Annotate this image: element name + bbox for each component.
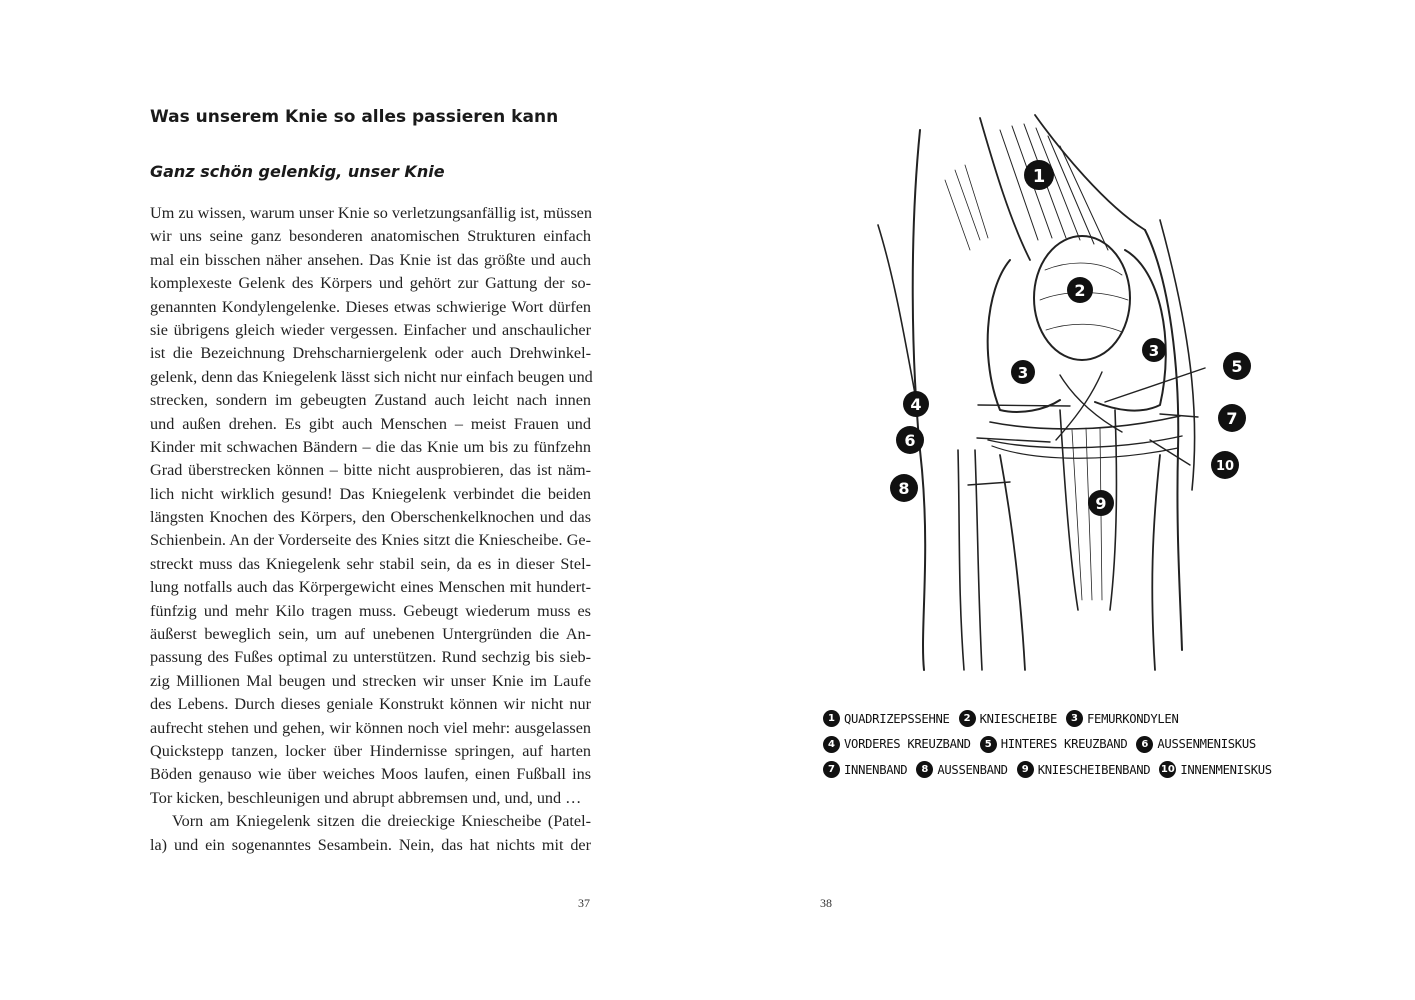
text-line: lung notfalls auch das Körpergewicht eines Menschen mit hundert- [150,578,591,597]
legend-item [823,736,971,753]
text-line: Schienbein. An der Vorderseite des Knies sitzt die Kniescheibe. Ge- [150,531,591,550]
legend-row [823,732,1293,758]
text-line: Tor kicken, beschleunigen und abrupt abbremsen und, und, und … [150,788,582,807]
knee-anatomy-illustration [860,110,1280,700]
text-line: Vorn am Kniegelenk sitzen die dreieckige Kniescheibe (Patel- [172,812,591,831]
text-line: des Lebens. Durch dieses geniale Konstrukt können wir nicht nur [150,695,591,714]
legend-number: 6 [1136,736,1153,753]
section-subtitle: Ganz schön gelenkig, unser Knie [150,162,445,181]
figure-legend [823,706,1293,783]
text-line: wir uns seine ganz besonderen anatomischen Strukturen einfach [150,227,591,246]
legend-label: KNIESCHEIBE [979,711,1057,726]
figure-marker: 6 [904,431,916,450]
page-number: 38 [820,896,832,910]
text-line: Um zu wissen, warum unser Knie so verletzungsanfällig ist, müssen [150,204,592,222]
text-line: äußerst beweglich sein, um auf unebenen Untergründen die An- [150,625,591,644]
text-line: genannten Kondylengelenke. Dieses etwas schwierige Wort dürfen [150,297,591,316]
figure-marker: 8 [898,479,910,498]
legend-item [1136,736,1256,753]
legend-label: AUSSENMENISKUS [1157,737,1256,752]
text-line: Grad überstrecken können – bitte nicht ausprobieren, das ist näm- [150,461,591,480]
legend-item [823,761,907,778]
legend-number: 4 [823,736,840,753]
text-line: Kinder mit schwachen Bändern – die das Knie um bis zu fünfzehn [150,437,591,456]
legend-item [823,710,950,727]
figure-marker: 9 [1095,494,1107,513]
figure-marker: 5 [1231,357,1243,376]
legend-item [916,761,1007,778]
left-page [0,0,707,1000]
text-line: sie übrigens gleich wieder vergessen. Einfacher und anschaulicher [150,320,591,339]
figure-marker: 3 [1148,342,1160,360]
legend-row [823,706,1293,732]
text-line: mal ein bisschen näher ansehen. Das Knie ist das größte und auch [150,250,591,269]
text-line: Quickstepp tanzen, locker über Hindernisse springen, auf harten [150,741,591,760]
legend-number: 9 [1017,761,1034,778]
text-line: Böden genauso wie über weiches Moos laufen, einen Fußball ins [150,765,591,784]
text-line: strecken, sondern im gebeugten Zustand auch leicht nach innen [150,391,591,410]
legend-row [823,757,1293,783]
text-line: la) und ein sogenanntes Sesambein. Nein, das hat nichts mit der [150,835,591,854]
legend-number: 5 [980,736,997,753]
legend-label: AUSSENBAND [937,762,1008,777]
body-text [150,202,591,857]
legend-item [980,736,1128,753]
legend-label: QUADRIZEPSSEHNE [844,711,950,726]
right-page [707,0,1415,1000]
text-line: streckt muss das Kniegelenk sehr stabil sein, da es in dieser Stel- [150,554,591,573]
legend-number: 3 [1066,710,1083,727]
legend-number: 10 [1159,761,1176,778]
legend-label: FEMURKONDYLEN [1087,711,1179,726]
text-line: längsten Knochen des Körpers, den Oberschenkelknochen und das [150,508,591,527]
legend-label: VORDERES KREUZBAND [844,737,971,752]
legend-number: 7 [823,761,840,778]
text-line: aufrecht stehen und gehen, wir können noch viel mehr: ausgelassen [150,718,591,737]
figure-marker: 4 [910,395,922,414]
legend-label: INNENBAND [844,762,908,777]
figure-marker: 1 [1032,166,1046,187]
page-number: 37 [578,896,590,910]
chapter-title: Was unserem Knie so alles passieren kann [150,107,559,127]
legend-number: 2 [959,710,976,727]
legend-number: 8 [916,761,933,778]
figure-marker: 3 [1017,364,1029,382]
legend-item [1017,761,1151,778]
legend-item [959,710,1057,727]
figure-marker: 2 [1074,281,1086,300]
text-line: zig Millionen Mal beugen und strecken wir unser Knie im Laufe [150,671,591,690]
text-line: passung des Fußes optimal zu unterstützen. Rund sechzig bis sieb- [150,648,591,667]
legend-number: 1 [823,710,840,727]
text-line: fünfzig und mehr Kilo tragen muss. Gebeugt wiederum muss es [150,601,591,620]
legend-label: KNIESCHEIBENBAND [1037,762,1151,777]
figure-marker: 10 [1215,459,1235,474]
legend-label: INNENMENISKUS [1180,762,1272,777]
legend-item [1066,710,1179,727]
text-line: und außen drehen. Es gibt auch Menschen – meist Frauen und [150,414,591,433]
text-line: lich nicht wirklich gesund! Das Kniegelenk verbindet die beiden [150,484,591,503]
legend-item [1159,761,1272,778]
figure-marker: 7 [1226,409,1238,428]
text-line: gelenk, denn das Kniegelenk lässt sich nicht nur einfach beugen und [150,367,593,386]
legend-label: HINTERES KREUZBAND [1000,737,1128,752]
text-line: ist die Bezeichnung Drehscharniergelenk oder auch Drehwinkel- [150,344,591,363]
text-line: komplexeste Gelenk des Körpers und gehört zur Gattung der so- [150,274,591,293]
